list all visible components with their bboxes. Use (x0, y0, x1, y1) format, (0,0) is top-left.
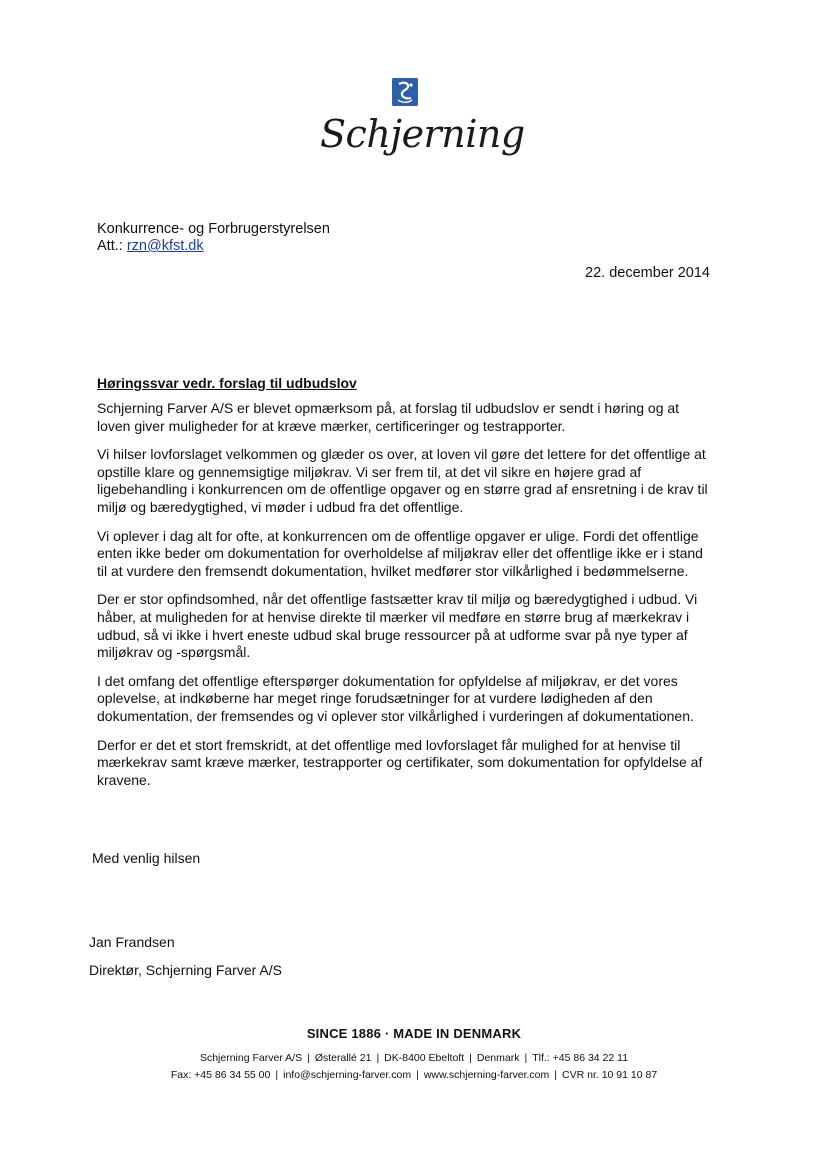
footer-country: Denmark (476, 1052, 520, 1064)
footer-company: Schjerning Farver A/S (199, 1052, 303, 1064)
footer-contact-line-2 (0, 1069, 828, 1081)
footer-separator: | (376, 1052, 380, 1064)
footer-contact-line-1 (0, 1052, 828, 1064)
recipient-att (97, 238, 330, 255)
body-paragraph: I det omfang det offentlige efterspørger dokumentation for opfyldelse af miljøkrav, er det vores oplevelse, at indkøberne har meget ringe forudsætninger for at vurdere lødigheden af den dokumentation, der fremsendes og vi oplever stor vilkårlighed i vurderingen af dokumentationen. (97, 672, 694, 724)
footer-phone: Tlf.: +45 86 34 22 11 (532, 1052, 629, 1064)
footer-email: info@schjerning-farver.com (283, 1069, 412, 1081)
closing-salutation: Med venlig hilsen (92, 850, 201, 866)
footer-fax: Fax: +45 86 34 55 00 (170, 1069, 271, 1081)
recipient-block (97, 221, 330, 255)
body-paragraph: Vi oplever i dag alt for ofte, at konkurrencen om de offentlige opgaver er ulige. Fordi det offentlige enten ikke beder om dokumentation for overholdelse af miljøkrav eller det offentlige ikke er i stand til at vurdere den fremsendt dokumentation, hvilket medfører stor vilkårlighed i bedømmelserne. (97, 527, 703, 579)
body-paragraph: Schjerning Farver A/S er blevet opmærksom på, at forslag til udbudslov er sendt i høring og at loven giver muligheder for at kræve mærker, certificeringer og testrapporter. (97, 400, 680, 434)
footer-cvr: CVR nr. 10 91 10 87 (562, 1069, 658, 1081)
att-label: Att.: (97, 238, 123, 254)
footer-website: www.schjerning-farver.com (423, 1069, 550, 1081)
recipient-name: Konkurrence- og Forbrugerstyrelsen (97, 221, 330, 237)
body-paragraph: Vi hilser lovforslaget velkommen og glæder os over, at loven vil gøre det lettere for det offentlige at opstille klare og gennemsigtige miljøkrav. Vi ser frem til, at det vil sikre en højere grad af ligebehandling i konkurrencen om de offentlige opgaver og en større grad af ensretning i de krav til miljø og bæredygtighed, vi møder i udbud fra det offentlige. (97, 446, 708, 515)
body-paragraph: Der er stor opfindsomhed, når det offentlige fastsætter krav til miljø og bæredygtighed i udbud. Vi håber, at muligheden for at henvise direkte til mærker vil medføre en større brug af mærkekrav i udbud, så vi ikke i hvert eneste udbud skal bruge ressourcer på at udforme svar på nye typer af miljøkrav og -spørgsmål. (97, 591, 698, 661)
footer-separator: | (469, 1052, 472, 1064)
footer-separator: | (524, 1052, 528, 1064)
letter-date: 22. december 2014 (585, 265, 710, 281)
letter-body (97, 400, 713, 800)
footer-postcode: DK-8400 Ebeltoft (384, 1052, 465, 1064)
company-logo: Schjerning (320, 112, 525, 156)
footer-separator: | (554, 1069, 558, 1081)
footer-tagline: SINCE 1886 · MADE IN DENMARK (306, 1026, 522, 1041)
signer-name: Jan Frandsen (89, 934, 175, 950)
footer-separator: | (307, 1052, 310, 1064)
body-paragraph: Derfor er det et stort fremskridt, at det offentlige med lovforslaget får mulighed for at henvise til mærkekrav samt kræve mærker, testrapporter og certifikater, som dokumentation for opfyldelse af kravene. (97, 736, 703, 788)
att-email-link[interactable]: rzn@kfst.dk (126, 238, 204, 254)
logo-emblem-icon (392, 78, 418, 106)
footer-separator: | (416, 1069, 419, 1081)
footer-address: Østerallé 21 (314, 1052, 372, 1064)
signer-title: Direktør, Schjerning Farver A/S (89, 962, 282, 978)
footer-separator: | (275, 1069, 279, 1081)
letter-subject: Høringssvar vedr. forslag til udbudslov (97, 375, 357, 391)
